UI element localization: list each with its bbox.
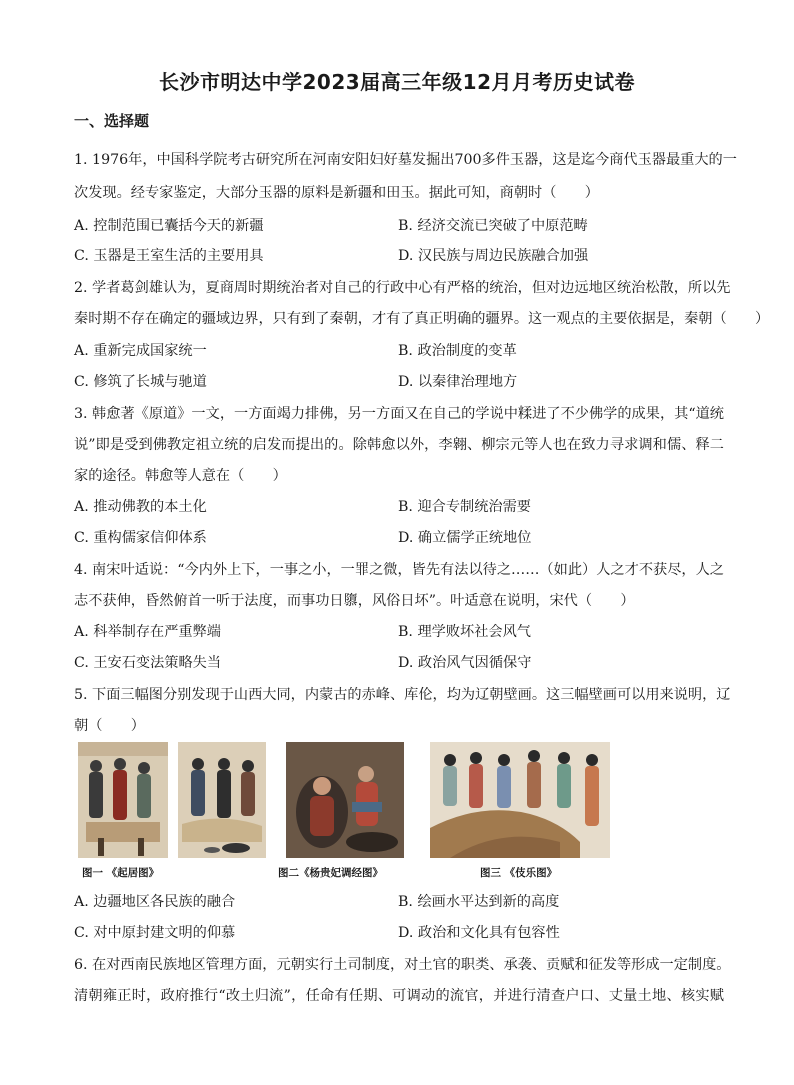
q3-stem-line3: 家的途径。韩愈等人意在（ ） [74,468,287,484]
q2-option-a[interactable]: A. 重新完成国家统一 [74,343,207,359]
q2-option-d[interactable]: D. 以秦律治理地方 [398,374,518,390]
q4-option-a[interactable]: A. 科举制存在严重弊端 [74,624,221,640]
figure-2-caption: 图二《杨贵妃调经图》 [278,867,383,879]
q1-option-b[interactable]: B. 经济交流已突破了中原范畴 [398,218,588,234]
q5-option-b[interactable]: B. 绘画水平达到新的高度 [398,894,560,910]
q5-option-a[interactable]: A. 边疆地区各民族的融合 [74,894,236,910]
q5-option-d[interactable]: D. 政治和文化具有包容性 [398,925,560,941]
q1-option-d[interactable]: D. 汉民族与周边民族融合加强 [398,248,589,264]
q2-option-b[interactable]: B. 政治制度的变革 [398,343,517,359]
q3-stem-line1: 3. 韩愈著《原道》一文，一方面竭力排佛，另一方面又在自己的学说中糅进了不少佛学的成果，其“道统 [74,406,724,422]
q3-stem-line2: 说”即是受到佛教定祖立统的启发而提出的。除韩愈以外，李翱、柳宗元等人也在致力寻求调和儒、释二 [74,437,724,453]
mural-image-1a [78,742,168,858]
q2-option-c[interactable]: C. 修筑了长城与驰道 [74,374,207,390]
q5-stem-line2: 朝（ ） [74,718,145,734]
q5-option-c[interactable]: C. 对中原封建文明的仰慕 [74,925,236,941]
figure-1-caption: 图一 《起居图》 [82,867,160,879]
q4-option-d[interactable]: D. 政治风气因循保守 [398,655,532,671]
q1-stem-line2: 次发现。经专家鉴定，大部分玉器的原料是新疆和田玉。据此可知，商朝时（ ） [74,185,599,201]
q4-stem-line1: 4. 南宋叶适说：“今内外上下，一事之小，一罪之微，皆先有法以待之……（如此）人之才不获尽，人之 [74,562,724,578]
figure-3-caption: 图三 《伎乐图》 [480,867,558,879]
q1-option-a[interactable]: A. 控制范围已囊括今天的新疆 [74,218,264,234]
q3-option-a[interactable]: A. 推动佛教的本土化 [74,499,207,515]
q1-stem-line1: 1. 1976年，中国科学院考古研究所在河南安阳妇好墓发掘出700多件玉器，这是迄今商代玉器最重大的一 [74,152,737,168]
exam-title: 长沙市明达中学2023届高三年级12月月考历史试卷 [159,70,635,94]
q6-stem-line2: 清朝雍正时，政府推行“改土归流”，任命有任期、可调动的流官，并进行清查户口、丈量土地、核实赋 [74,988,724,1004]
q1-option-c[interactable]: C. 玉器是王室生活的主要用具 [74,248,264,264]
mural-image-3 [430,742,610,858]
q2-stem-line2: 秦时期不存在确定的疆域边界，只有到了秦朝，才有了真正明确的疆界。这一观点的主要依据是，秦朝（ ） [74,311,770,327]
section-heading: 一、选择题 [74,112,150,130]
q4-option-c[interactable]: C. 王安石变法策略失当 [74,655,222,671]
q6-stem-line1: 6. 在对西南民族地区管理方面，元朝实行土司制度，对土官的职类、承袭、贡赋和征发等形成一定制度。 [74,957,731,973]
q4-option-b[interactable]: B. 理学败坏社会风气 [398,624,531,640]
mural-image-1b [178,742,266,858]
q3-option-b[interactable]: B. 迎合专制统治需要 [398,499,531,515]
q4-stem-line2: 志不获伸，昏然俯首一听于法度，而事功日隳，风俗日坏”。叶适意在说明，宋代（ ） [74,593,635,609]
q3-option-d[interactable]: D. 确立儒学正统地位 [398,530,532,546]
q2-stem-line1: 2. 学者葛剑雄认为，夏商周时期统治者对自己的行政中心有严格的统治，但对边远地区统治松散，所以先 [74,280,731,296]
q5-stem-line1: 5. 下面三幅图分别发现于山西大同，内蒙古的赤峰、库伦，均为辽朝壁画。这三幅壁画可以用来说明，辽 [74,687,731,703]
mural-image-2 [286,742,404,858]
q3-option-c[interactable]: C. 重构儒家信仰体系 [74,530,207,546]
